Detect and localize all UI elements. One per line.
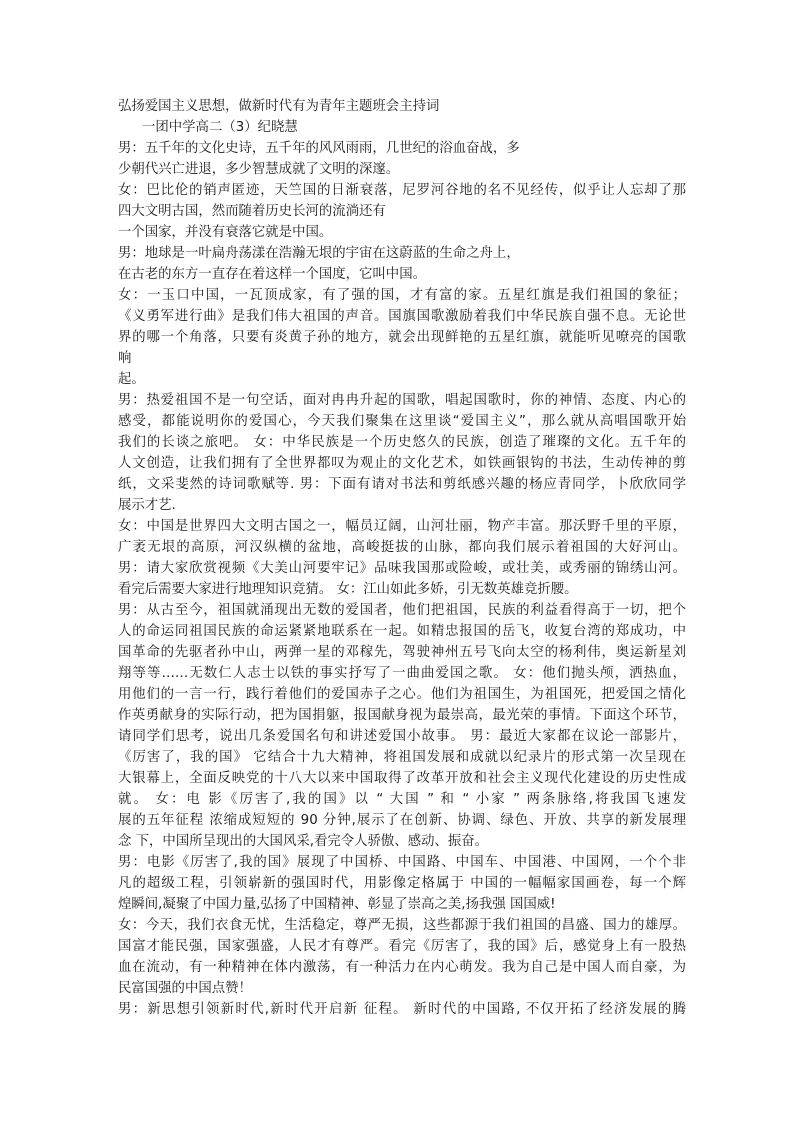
text-line: 人文创造，让我们拥有了全世界都叹为观止的文化艺术，如铁画银钩的书法，生动传神的剪 — [118, 456, 686, 471]
text-line: 国富才能民强，国家强盛，人民才有尊严。看完《厉害了，我的国》后，感觉身上有一股热 — [118, 939, 686, 954]
text-line: 男：五千年的文化史诗，五千年的风风雨雨，几世纪的浴血奋战，多 — [118, 141, 520, 156]
text-line: 男：热爱祖国不是一句空话，面对冉冉升起的国歌，唱起国歌时，你的神情、态度、内心的 — [118, 393, 686, 408]
text-line: 展示才艺. — [118, 498, 176, 513]
text-line: 男：从古至今，祖国就涌现出无数的爱国者，他们把祖国，民族的利益看得高于一切，把个 — [118, 603, 686, 618]
text-line: 翔等等……无数仁人志士以铁的事实抒写了一曲曲爱国之歌。 女：他们抛头颅，洒热血， — [118, 666, 686, 681]
text-line: 看完后需要大家进行地理知识竞猜。 女：江山如此多娇，引无数英雄竞折腰。 — [118, 582, 578, 597]
text-line: 用他们的一言一行，践行着他们的爱国赤子之心。他们为祖国生，为祖国死，把爱国之情化 — [118, 687, 686, 702]
text-line: 女：中国是世界四大文明古国之一，幅员辽阔，山河壮丽，物产丰富。那沃野千里的平原， — [118, 519, 686, 534]
text-line: 广袤无垠的高原，河汉纵横的盆地，高峻挺拔的山脉，都向我们展示着祖国的大好河山。 — [118, 540, 686, 555]
text-line: 请同学们思考，说出几条爱国名句和讲述爱国小故事。 男：最近大家都在议论一部影片， — [118, 729, 686, 744]
document-author: 一团中学高二（3）纪晓慧 — [142, 120, 298, 135]
text-line: 人的命运同祖国民族的命运紧紧地联系在一起。如精忠报国的岳飞，收复台湾的郑成功，中 — [118, 624, 686, 639]
text-line: 《厉害了，我的国》 它结合十九大精神，将祖国发展和成就以纪录片的形式第一次呈现在 — [118, 750, 686, 765]
text-line: 起。 — [118, 372, 145, 387]
text-line: 血在流动，有一种精神在体内激荡，有一种活力在内心萌发。我为自己是中国人而自豪，为 — [118, 960, 686, 975]
text-line: 四大文明古国，然而随着历史长河的流淌还有 — [118, 204, 386, 219]
text-line: 就。 女：电 影《厉害了,我的国》以 “ 大国 ” 和 “ 小家 ” 两条脉络,将我国飞速发 — [118, 792, 686, 807]
text-line: 展的五年征程 浓缩成短短的 90 分钟,展示了在创新、协调、绿色、开放、共享的新发展理 — [118, 813, 686, 828]
text-line: 凡的超级工程，引领崭新的强国时代，用影像定格属于 中国的一幅幅家国画卷，每一个辉 — [118, 876, 686, 891]
text-line: 男：电影《厉害了,我的国》展现了中国桥、中国路、中国车、中国港、中国网，一个个非 — [118, 855, 686, 870]
text-line: 界的哪一个角落，只要有炎黄子孙的地方，就会出现鲜艳的五星红旗，就能听见嘹亮的国歌 — [118, 330, 686, 345]
text-line: 煌瞬间,凝聚了中国力量,弘扬了中国精神、彰显了崇高之美,扬我强 国国威! — [118, 897, 556, 912]
document-body — [118, 96, 686, 1020]
text-line: 女：一玉口中国，一瓦顶成家，有了强的国，才有富的家。五星红旗是我们祖国的象征； — [118, 288, 686, 303]
text-line: 作英勇献身的实际行动，把为国捐躯，报国献身视为最崇高，最光荣的事情。下面这个环节， — [118, 708, 686, 723]
text-line: 一个国家，并没有衰落它就是中国。 — [118, 225, 333, 240]
text-line: 大银幕上，全面反映党的十八大以来中国取得了改革开放和社会主义现代化建设的历史性成 — [118, 771, 686, 786]
text-line: 女：巴比伦的销声匿迹，天竺国的日渐衰落，尼罗河谷地的名不见经传，似乎让人忘却了那 — [118, 183, 686, 198]
text-line: 响 — [118, 351, 132, 366]
text-line: 纸，文采斐然的诗词歌赋等. 男：下面有请对书法和剪纸感兴趣的杨应青同学，卜欣欣同学 — [118, 477, 686, 492]
text-line: 在古老的东方一直存在着这样一个国度，它叫中国。 — [118, 267, 426, 282]
text-line: 感受，都能说明你的爱国心，今天我们聚集在这里谈“爱国主义”，那么就从高唱国歌开始 — [118, 414, 686, 429]
text-line: 女：今天，我们衣食无忧，生活稳定，尊严无损，这些都源于我们祖国的昌盛、国力的雄厚。 — [118, 918, 686, 933]
text-line: 国革命的先驱者孙中山，两弹一星的邓稼先，驾驶神州五号飞向太空的杨利伟，奥运新星刘 — [118, 645, 686, 660]
text-line: 男：地球是一叶扁舟荡漾在浩瀚无垠的宇宙在这蔚蓝的生命之舟上， — [118, 246, 520, 261]
text-line: 男：新思想引领新时代,新时代开启新 征程。 新时代的中国路, 不仅开拓了经济发展的腾 — [118, 1002, 686, 1017]
text-line: 民富国强的中国点赞！ — [118, 981, 252, 996]
text-line: 念 下，中国所呈现出的大国风采,看完令人骄傲、感动、振奋。 — [118, 834, 489, 849]
text-line: 《义勇军进行曲》是我们伟大祖国的声音。国旗国歌激励着我们中华民族自强不息。无论世 — [118, 309, 686, 324]
text-line: 我们的长谈之旅吧。 女：中华民族是一个历史悠久的民族，创造了璀璨的文化。五千年的 — [118, 435, 686, 450]
text-line: 少朝代兴亡进退，多少智慧成就了文明的深邃。 — [118, 162, 400, 177]
document-title: 弘扬爱国主义思想，做新时代有为青年主题班会主持词 — [118, 99, 440, 114]
text-line: 男：请大家欣赏视频《大美山河要牢记》品味我国那或险峻，或壮美，或秀丽的锦绣山河。 — [118, 561, 686, 576]
